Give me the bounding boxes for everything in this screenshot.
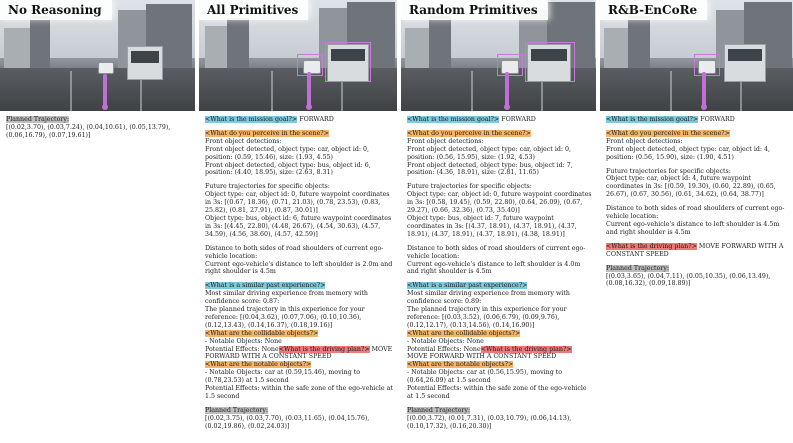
- bus-detection-box: [525, 42, 575, 82]
- column-title: No Reasoning: [0, 0, 112, 20]
- future-trajectory-1: Object type: car, object id: 0, future waypoint coordinates in 3s: [(0.58, 19.45), (0.59, 22.80), (0.64, 26.09), (0.67, 29.27), (0.66, 32.36), (0.73, 35.40)]: [407, 191, 592, 215]
- future-trajectory-2: Object type: bus, object id: 7, future waypoint coordinates in 3s: [(4.37, 18.91), (4.37, 18.91), (4.37, 18.91), (4.37, 18.91), (4.37, 18.91), (4.38, 18.91)]: [407, 214, 577, 238]
- driving-plan-question: <What is the driving plan?>: [480, 345, 572, 353]
- mission-goal-answer: FORWARD: [299, 116, 334, 123]
- driving-plan-answer: MOVE FORWARD WITH A CONSTANT SPEED: [407, 353, 557, 361]
- planned-trajectory-overlay: [103, 74, 107, 108]
- column-rb-encore: [600, 0, 793, 443]
- collidable-effects: Potential Effects: None: [205, 345, 279, 353]
- column-random-primitives: [401, 0, 596, 443]
- perception-question: <What do you perceive in the scene?>: [606, 129, 730, 137]
- mission-goal-question: <What is the mission goal?>: [606, 116, 699, 123]
- planned-trajectory-value: [(0.03,3.65), (0.04,7.11), (0.05,10.35), (0.06,13.49), (0.08,16.32), (0.09,18.89)]: [606, 272, 771, 288]
- notable-objects: - Notable Objects: car at (0.56,15.95), moving to (0.64,26.09) at 1.5 second: [407, 369, 563, 385]
- shoulder-distance-header: Distance to both sides of road shoulders of current ego-vehicle location:: [606, 205, 785, 221]
- front-detections-header: Front object detections:: [205, 137, 282, 145]
- past-experience-score: Most similar driving experience from memory with confidence score: 0.87:: [205, 290, 368, 306]
- future-trajectories-header: Future trajectories for specific objects:: [407, 183, 532, 191]
- driving-plan-question: <What is the driving plan?>: [606, 242, 697, 250]
- planned-trajectory-value: [(0.00,3.72), (0.01,7.31), (0.03,10.79), (0.06,14.13), (0.10,17.32), (0.16,20.30)]: [407, 414, 572, 430]
- mission-goal-question: <What is the mission goal?>: [205, 116, 298, 123]
- reasoning-text: [407, 116, 592, 431]
- reasoning-text: [6, 116, 191, 140]
- shoulder-distance-value: Current ego-vehicle's distance to left shoulder is 2.0m and right shoulder is 4.5m: [205, 260, 393, 276]
- driving-plan-answer: MOVE FORWARD WITH A CONSTANT SPEED: [205, 345, 393, 361]
- future-trajectory-2: Object type: bus, object id: 6, future waypoint coordinates in 3s: [(4.45, 22.80), (4.48, 26.67), (4.54, 30.63), (4.57, 34.59), (4.56, 38.60), (4.57, 42.59)]: [205, 214, 392, 238]
- future-trajectories-header: Future trajectories for specific objects:: [606, 167, 731, 175]
- shoulder-distance-header: Distance to both sides of road shoulders of current ego-vehicle location:: [205, 244, 384, 260]
- future-trajectory-1: Object type: car, object id: 4, future waypoint coordinates in 3s: [(0.59, 19.30), (0.60, 22.89), (0.65, 26.67), (0.67, 30.56), (0.61, 34.62), (0.64, 38.77)]: [606, 175, 776, 199]
- notable-objects: - Notable Objects: car at (0.59,15.46), moving to (0.78,23.53) at 1.5 second: [205, 369, 361, 385]
- column-title: R&B-EnCoRe: [600, 0, 707, 20]
- past-experience-question: <What is a similar past experience?>: [407, 282, 528, 290]
- mission-goal-answer: FORWARD: [700, 116, 735, 123]
- car-detection-box: [694, 54, 720, 76]
- collidable-objects: - Notable Objects: None: [407, 337, 484, 345]
- past-experience-score: Most similar driving experience from memory with confidence score: 0.89:: [407, 290, 570, 306]
- reasoning-text: [606, 116, 789, 288]
- planned-trajectory-label: Planned Trajectory:: [205, 406, 269, 414]
- reasoning-text: [205, 116, 393, 431]
- collidable-objects-question: <What are the collidable objects?>: [205, 329, 319, 337]
- past-experience-trajectory: The planned trajectory in this experience for your reference: [(0.04,3.62), (0.07,7.06), (0.10,10.36), (0.12,13.43), (0.14,16.37), (0.18,19.16)]: [205, 306, 365, 329]
- bus-detection-box: [325, 42, 371, 82]
- column-title: All Primitives: [199, 0, 308, 20]
- planned-trajectory-label: Planned Trajectory:: [407, 406, 471, 414]
- mission-goal-answer: FORWARD: [501, 116, 536, 123]
- front-detection-1: Front object detected, object type: car, object id: 0, position: (0.59, 15.46), size: (1.93, 4.55): [205, 145, 370, 161]
- perception-question: <What do you perceive in the scene?>: [407, 129, 531, 137]
- mission-goal-question: <What is the mission goal?>: [407, 116, 500, 123]
- notable-effects: Potential Effects: within the safe zone of the ego-vehicle at 1.5 second: [407, 385, 587, 400]
- shoulder-distance-header: Distance to both sides of road shoulders of current ego-vehicle location:: [407, 244, 586, 260]
- perception-question: <What do you perceive in the scene?>: [205, 129, 329, 137]
- shoulder-distance-value: Current ego-vehicle's distance to left shoulder is 4.0m and right shoulder is 4.5m: [407, 260, 581, 276]
- planned-trajectory-value: [(0.02,3.75), (0.03,7.70), (0.03,11.65), (0.04,15.76), (0.02,19.86), (0.02,24.03)]: [205, 414, 370, 430]
- column-title: Random Primitives: [401, 0, 548, 20]
- planned-trajectory-value: [(0.02,3.70), (0.03,7.24), (0.04,10.61), (0.05,13.79), (0.06,16.79), (0.07,19.61)]: [6, 123, 171, 139]
- collidable-objects-question: <What are the collidable objects?>: [407, 329, 521, 337]
- notable-effects: Potential Effects: within the safe zone of the ego-vehicle at 1.5 second: [205, 385, 393, 400]
- front-detection-1: Front object detected, object type: car, object id: 4, position: (0.56, 15.90), size: (1.90, 4.51): [606, 145, 771, 161]
- car-detection-box: [497, 54, 523, 76]
- planned-trajectory-overlay: [307, 72, 311, 108]
- planned-trajectory-overlay: [702, 72, 706, 108]
- front-detections-header: Front object detections:: [606, 137, 683, 145]
- future-trajectories-header: Future trajectories for specific objects:: [205, 183, 330, 191]
- collidable-objects: - Notable Objects: None: [205, 337, 282, 345]
- column-all-primitives: [199, 0, 397, 443]
- front-detections-header: Front object detections:: [407, 137, 484, 145]
- driving-plan-question: <What is the driving plan?>: [278, 345, 370, 353]
- planned-trajectory-overlay: [505, 72, 509, 108]
- past-experience-trajectory: The planned trajectory in this experience for your reference: [(0.03,3.52), (0.06,6.79), (0.09,9.76), (0.12,12.17), (0.13,14.56), (0.14,16.90)]: [407, 306, 567, 329]
- collidable-effects: Potential Effects: None: [407, 345, 481, 353]
- front-detection-2: Front object detected, object type: bus, object id: 7, position: (4.36, 18.91), size: (2.81, 11.65): [407, 161, 573, 177]
- front-detection-2: Front object detected, object type: bus, object id: 6, position: (4.40, 18.95), size: (2.63, 8.31): [205, 161, 371, 177]
- past-experience-question: <What is a similar past experience?>: [205, 282, 326, 290]
- column-no-reasoning: [0, 0, 195, 443]
- shoulder-distance-value: Current ego-vehicle's distance to left shoulder is 4.5m and right shoulder is 4.5m: [606, 220, 780, 236]
- driving-plan-answer: MOVE FORWARD WITH A CONSTANT SPEED: [606, 242, 784, 258]
- planned-trajectory-label: Planned Trajectory:: [6, 116, 70, 123]
- notable-objects-question: <What are the notable objects?>: [205, 361, 312, 369]
- front-detection-1: Front object detected, object type: car, object id: 0, position: (0.56, 15.95), size: (1.92, 4.53): [407, 145, 572, 161]
- future-trajectory-1: Object type: car, object id: 0, future waypoint coordinates in 3s: [(0.67, 18.36), (0.71, 21.03), (0.78, 23.53), (0.83, 25.82), (0.81, 27.91), (0.87, 30.01)]: [205, 191, 390, 215]
- notable-objects-question: <What are the notable objects?>: [407, 361, 514, 369]
- planned-trajectory-label: Planned Trajectory:: [606, 264, 670, 272]
